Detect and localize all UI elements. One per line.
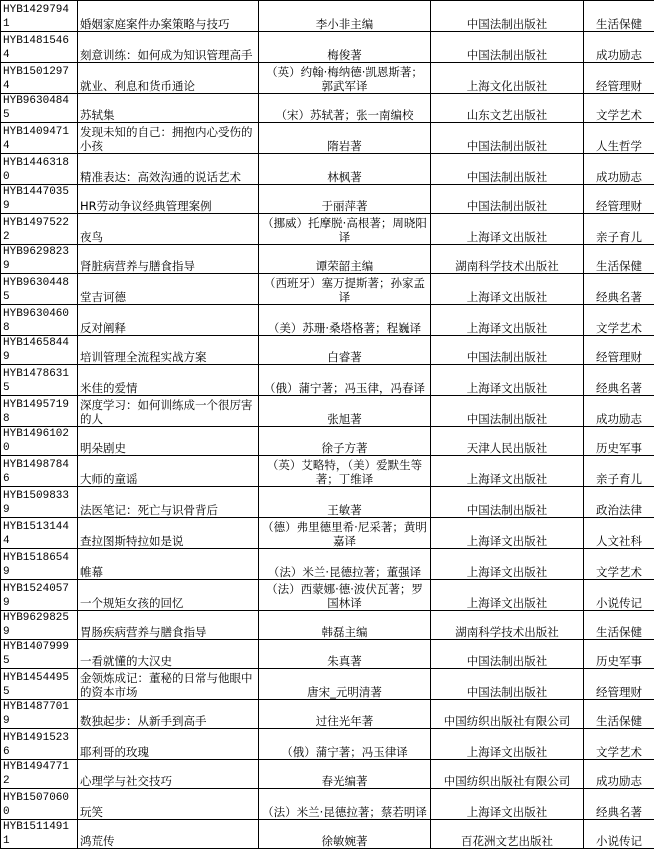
book-id-cell: HYB14463180 [1,154,78,185]
book-id-cell: HYB15012974 [1,63,78,94]
book-id-cell: HYB96304608 [1,305,78,336]
book-category-cell: 生活保健 [584,611,654,640]
book-publisher-cell: 上海译文出版社 [431,789,584,820]
book-author-cell: 朱真著 [259,640,431,669]
book-category-cell: 人文社科 [584,518,654,549]
book-title-cell: 帷幕 [78,549,259,580]
book-title-cell: 夜鸟 [78,214,259,245]
table-row [1,700,654,729]
book-publisher-cell: 中国法制出版社 [431,1,584,32]
book-author-cell: 唐宋_元明清著 [259,669,431,700]
book-title-cell: 培训管理全流程实战方案 [78,336,259,365]
book-publisher-cell: 中国法制出版社 [431,154,584,185]
book-title-cell: 深度学习：如何训练成一个很厉害的人 [78,396,259,427]
book-publisher-cell: 上海译文出版社 [431,729,584,760]
book-category-cell: 生活保健 [584,700,654,729]
book-category-cell: 经典名著 [584,365,654,396]
book-publisher-cell: 中国法制出版社 [431,336,584,365]
book-author-cell: （法）米兰·昆德拉著；董强译 [259,549,431,580]
book-publisher-cell: 中国纺织出版社有限公司 [431,760,584,789]
book-title-cell: 法医笔记：死亡与识骨背后 [78,487,259,518]
book-author-cell: （法）米兰·昆德拉著；蔡若明译 [259,789,431,820]
book-author-cell: （英）约翰·梅纳德·凯恩斯著；郭武军译 [259,63,431,94]
book-author-cell: （法）西蒙娜·德·波伏瓦著；罗国林译 [259,580,431,611]
book-publisher-cell: 中国法制出版社 [431,32,584,63]
book-author-cell: （美）苏珊·桑塔格著；程巍译 [259,305,431,336]
book-title-cell: 反对阐释 [78,305,259,336]
book-title-cell: 一个规矩女孩的回忆 [78,580,259,611]
book-category-cell: 成功励志 [584,154,654,185]
book-id-cell: HYB14786315 [1,365,78,396]
book-publisher-cell: 上海译文出版社 [431,365,584,396]
book-title-cell: 数独起步：从新手到高手 [78,700,259,729]
book-author-cell: 谭荣韶主编 [259,245,431,274]
book-title-cell: 刻意训练：如何成为知识管理高手 [78,32,259,63]
book-id-cell: HYB14961020 [1,427,78,456]
book-id-cell: HYB15240579 [1,580,78,611]
book-author-cell: 过往光年著 [259,700,431,729]
book-id-cell: HYB14658449 [1,336,78,365]
book-author-cell: （宋）苏轼著；张一南编校 [259,94,431,123]
book-category-cell: 小说传记 [584,580,654,611]
book-id-cell: HYB15131444 [1,518,78,549]
book-id-cell: HYB14470359 [1,185,78,214]
table-row [1,456,654,487]
table-row [1,365,654,396]
book-author-cell: 韩磊主编 [259,611,431,640]
table-row [1,789,654,820]
book-title-cell: 胃肠疾病营养与膳食指导 [78,611,259,640]
book-author-cell: 隋岩著 [259,123,431,154]
book-author-cell: 白睿著 [259,336,431,365]
table-row [1,245,654,274]
book-publisher-cell: 天津人民出版社 [431,427,584,456]
book-category-cell: 经管理财 [584,336,654,365]
book-author-cell: 春光编著 [259,760,431,789]
book-category-cell: 经管理财 [584,185,654,214]
book-title-cell: 心理学与社交技巧 [78,760,259,789]
book-id-cell: HYB14297941 [1,1,78,32]
book-category-cell: 文学艺术 [584,549,654,580]
book-author-cell: 王敏著 [259,487,431,518]
book-author-cell: （西班牙）塞万提斯著；孙家孟译 [259,274,431,305]
book-author-cell: 于丽萍著 [259,185,431,214]
table-row [1,760,654,789]
book-category-cell: 成功励志 [584,760,654,789]
book-category-cell: 成功励志 [584,32,654,63]
book-title-cell: 金领炼成记：董秘的日常与他眼中的资本市场 [78,669,259,700]
book-category-cell: 经典名著 [584,789,654,820]
book-id-cell: HYB14947712 [1,760,78,789]
book-id-cell: HYB14957198 [1,396,78,427]
book-id-cell: HYB14877019 [1,700,78,729]
book-title-cell: 婚姻家庭案件办案策略与技巧 [78,1,259,32]
book-title-cell: 耶利哥的玫瑰 [78,729,259,760]
book-publisher-cell: 上海译文出版社 [431,305,584,336]
table-row [1,427,654,456]
book-title-cell: 精准表达：高效沟通的说话艺术 [78,154,259,185]
book-title-cell: 发现未知的自己：拥抱内心受伤的小孩 [78,123,259,154]
book-author-cell: 林枫著 [259,154,431,185]
book-category-cell: 生活保健 [584,1,654,32]
table-row [1,185,654,214]
book-author-cell: 张旭著 [259,396,431,427]
table-row [1,274,654,305]
book-category-cell: 人生哲学 [584,123,654,154]
book-publisher-cell: 上海译文出版社 [431,580,584,611]
book-id-cell: HYB15114911 [1,820,78,849]
book-title-cell: 鸿荒传 [78,820,259,849]
book-publisher-cell: 中国法制出版社 [431,669,584,700]
book-publisher-cell: 上海译文出版社 [431,518,584,549]
book-id-cell: HYB14987846 [1,456,78,487]
book-publisher-cell: 上海文化出版社 [431,63,584,94]
book-publisher-cell: 山东文艺出版社 [431,94,584,123]
book-category-cell: 经管理财 [584,669,654,700]
table-row [1,518,654,549]
book-title-cell: 米佳的爱情 [78,365,259,396]
book-publisher-cell: 中国法制出版社 [431,185,584,214]
table-row [1,214,654,245]
table-row [1,336,654,365]
book-publisher-cell: 上海译文出版社 [431,214,584,245]
table-row [1,396,654,427]
book-author-cell: （德）弗里德里希·尼采著；黄明嘉译 [259,518,431,549]
book-publisher-cell: 湖南科学技术出版社 [431,245,584,274]
book-title-cell: 苏轼集 [78,94,259,123]
book-author-cell: （英）艾略特，（美）爱默生等著；丁维译 [259,456,431,487]
book-category-cell: 政治法律 [584,487,654,518]
book-title-cell: 查拉图斯特拉如是说 [78,518,259,549]
book-title-cell: 玩笑 [78,789,259,820]
book-title-cell: HR劳动争议经典管理案例 [78,185,259,214]
book-category-cell: 亲子育儿 [584,214,654,245]
table-row [1,154,654,185]
book-publisher-cell: 上海译文出版社 [431,549,584,580]
table-row [1,611,654,640]
book-category-cell: 历史军事 [584,640,654,669]
book-category-cell: 成功励志 [584,396,654,427]
book-title-cell: 明朵剧史 [78,427,259,456]
book-author-cell: 李小非主编 [259,1,431,32]
book-id-cell: HYB15098339 [1,487,78,518]
book-category-cell: 经典名著 [584,274,654,305]
book-id-cell: HYB14975222 [1,214,78,245]
book-author-cell: 徐敏婉著 [259,820,431,849]
book-publisher-cell: 中国法制出版社 [431,640,584,669]
book-id-cell: HYB96298259 [1,611,78,640]
book-title-cell: 就业、利息和货币通论 [78,63,259,94]
book-publisher-cell: 上海译文出版社 [431,456,584,487]
book-category-cell: 文学艺术 [584,94,654,123]
book-id-cell: HYB14815464 [1,32,78,63]
book-publisher-cell: 中国纺织出版社有限公司 [431,700,584,729]
book-author-cell: 徐子方著 [259,427,431,456]
book-category-cell: 文学艺术 [584,305,654,336]
table-row [1,32,654,63]
book-id-cell: HYB96298239 [1,245,78,274]
table-row [1,580,654,611]
book-publisher-cell: 上海译文出版社 [431,274,584,305]
book-publisher-cell: 中国法制出版社 [431,487,584,518]
book-publisher-cell: 百花洲文艺出版社 [431,820,584,849]
table-row [1,1,654,32]
table-row [1,669,654,700]
table-row [1,63,654,94]
book-publisher-cell: 湖南科学技术出版社 [431,611,584,640]
book-category-cell: 小说传记 [584,820,654,849]
book-author-cell: 梅俊著 [259,32,431,63]
book-publisher-cell: 中国法制出版社 [431,123,584,154]
book-id-cell: HYB14079995 [1,640,78,669]
book-title-cell: 堂吉诃德 [78,274,259,305]
book-author-cell: （挪威）托摩脱·高根著；周晓阳译 [259,214,431,245]
table-row [1,123,654,154]
table-row [1,729,654,760]
book-title-cell: 一看就懂的大汉史 [78,640,259,669]
book-id-cell: HYB15186549 [1,549,78,580]
table-row [1,640,654,669]
book-category-cell: 亲子育儿 [584,456,654,487]
book-id-cell: HYB14915236 [1,729,78,760]
table-row [1,487,654,518]
book-category-cell: 文学艺术 [584,729,654,760]
table-row [1,549,654,580]
book-id-cell: HYB96304845 [1,94,78,123]
book-publisher-cell: 中国法制出版社 [431,396,584,427]
book-id-cell: HYB15070600 [1,789,78,820]
table-row [1,305,654,336]
table-row [1,94,654,123]
book-title-cell: 大师的童谣 [78,456,259,487]
book-author-cell: （俄）蒲宁著；冯玉律译 [259,729,431,760]
table-row [1,820,654,849]
book-id-cell: HYB14094714 [1,123,78,154]
book-category-cell: 历史军事 [584,427,654,456]
book-table-body [1,1,654,849]
book-title-cell: 肾脏病营养与膳食指导 [78,245,259,274]
book-category-cell: 生活保健 [584,245,654,274]
book-id-cell: HYB14544955 [1,669,78,700]
book-category-cell: 经管理财 [584,63,654,94]
book-author-cell: （俄）蒲宁著；冯玉律，冯春译 [259,365,431,396]
book-id-cell: HYB96304485 [1,274,78,305]
